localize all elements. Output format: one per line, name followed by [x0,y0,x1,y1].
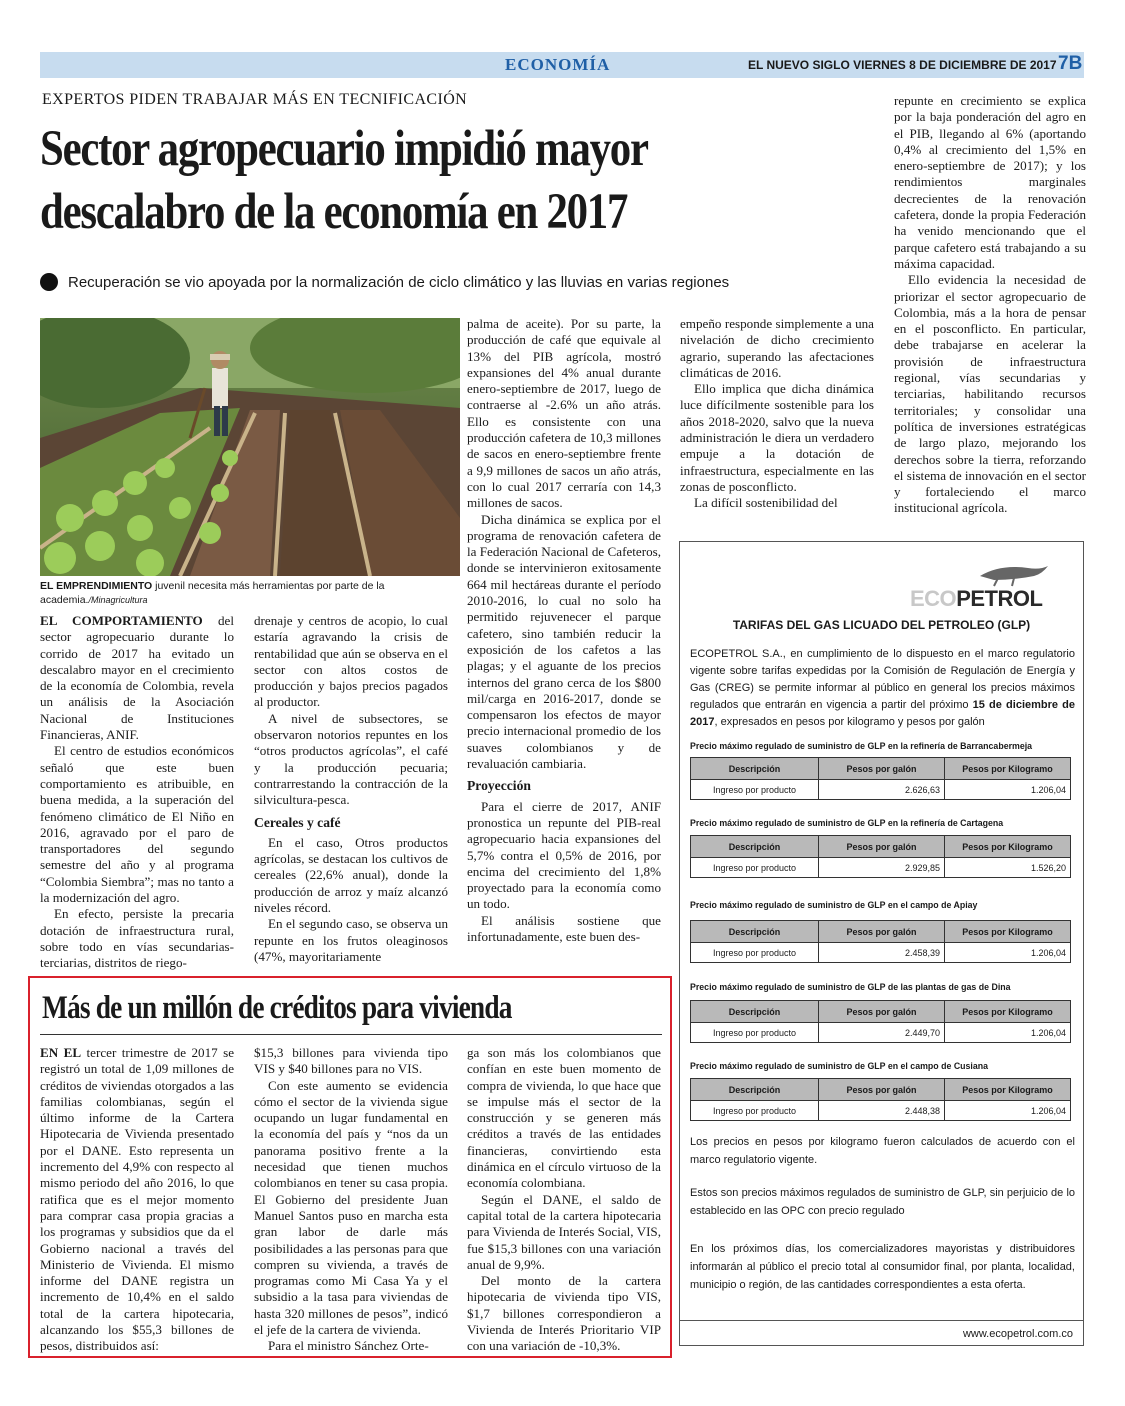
paragraph: $15,3 billones para vivienda tipo VIS y $40 billones para no VIS. [254,1045,448,1077]
subheading: Cereales y café [254,814,341,830]
column-header: Descripción [691,1079,819,1101]
paragraph: empeño responde simplemente a una nivelación de dicho crecimiento agrario, superando las afectaciones climáticas de 2016. [680,316,874,380]
intro-end: , expresados en pesos por kilogramo y pesos por galón [714,716,985,728]
row-label: Ingreso por producto [691,780,819,800]
price-section-title: Precio máximo regulado de suministro de GLP en el campo de Apiay [690,900,978,910]
headline-line-1: Sector agropecuario impidió mayor [40,121,648,177]
paragraph: Ello implica que dicha dinámica luce difícilmente sostenible para los años 2018-2020, salvo que la nueva administración le diera un verdadero empuje a la dotación de infraestructura, especialmente en las zonas de posconflicto. [680,381,874,494]
article-column-4 [680,316,874,512]
column-header: Pesos por galón [819,836,945,858]
ad-title: TARIFAS DEL GAS LICUADO DEL PETROLEO (GLP) [732,618,1031,632]
column-header: Pesos por Kilogramo [945,1079,1071,1101]
table-header-row [691,921,1071,943]
column-header: Pesos por Kilogramo [945,1001,1071,1023]
price-table [690,920,1071,963]
logo-wordmark [910,586,1042,612]
table-row [691,780,1071,800]
column-header: Pesos por galón [819,758,945,780]
intro-date: 15 de diciembre de 2017 [690,699,1076,728]
column-header: Descripción [691,758,819,780]
section-label: ECONOMÍA [505,55,611,74]
paragraph-text: tercer trimestre de 2017 se registró un total de 1,09 millones de créditos de viviendas otorgados a las familias colombianas, según el último informe de la Cartera Hipotecaria de Vivienda presentado por el DANE. Esto representa un incremento del 4,9% con respecto al mismo periodo del año 2016, lo que ratifica que es el mejor momento para comprar casa propia gracias a los programas y subsidios que da el Gobierno nacional a través del Ministerio de Vivienda. El mismo informe del DANE registra un incremento de 10,4% en el saldo total de la cartera hipotecaria, alcanzando los $55,3 billones de pesos, distribuidos así: [40,1045,235,1354]
box-column-2 [254,1045,448,1355]
ad-note: En los próximos días, los comercializadores mayoristas y distribuidores informarán al público el precio total al consumidor final, por planta, localidad, municipio o región, de las cantidades correspondientes a esta oferta. [690,1243,1075,1291]
box-title: Más de un millón de créditos para vivienda [42,990,512,1026]
column-header: Pesos por Kilogramo [945,921,1071,943]
column-header: Pesos por galón [819,1001,945,1023]
paragraph: La difícil sostenibilidad del [694,495,838,511]
paragraph: En el segundo caso, se observa un repunte en los frutos oleaginosos (47%, mayoritariamente [254,916,448,964]
subhead-text: Recuperación se vio apoyada por la normalización de ciclo climático y las lluvias en varias regiones [68,273,730,291]
bullet-icon [40,273,58,291]
paper-date: EL NUEVO SIGLO VIERNES 8 DE DICIEMBRE DE 2017 [748,58,1057,72]
lead-in: EN EL [40,1045,82,1060]
price-section-title: Precio máximo regulado de suministro de GLP de las plantas de gas de Dina [690,982,1011,992]
price-per-kilogram: 1.526,20 [945,858,1071,878]
paragraph: repunte en crecimiento se explica por la baja ponderación del agro en el PIB, llegando al 6% (aportando 0,4% al crecimiento del 1,5% en enero-septiembre de 2017); y los rendimientos marginales decrecientes de la renovación cafetera, donde la propia Federación ha venido mencionando que el parque cafetero está trabajando a su máxima capacidad. [894,93,1086,271]
row-label: Ingreso por producto [691,943,819,963]
caption-lead: EL EMPRENDIMIENTO [40,580,153,592]
price-per-kilogram: 1.206,04 [945,943,1071,963]
paragraph: Con este aumento se evidencia cómo el sector de la vivienda sigue ocupando un lugar fundamental en la economía del país y “nos da un panorama positivo frente a la necesidad que tienen muchos colombianos en tener su casa propia. El Gobierno del presidente Juan Manuel Santos puso en marcha esta gran labor de darle más posibilidades a las personas para que compren su vivienda, a través de programas como Mi Casa Ya y el subsidio a la tasa para viviendas de hasta 320 millones de pesos”, indicó el jefe de la cartera de vivienda. [254,1077,448,1338]
column-header: Descripción [691,1001,819,1023]
article-column-3 [467,316,661,945]
paragraph: Según el DANE, el saldo de capital total de la cartera hipotecaria para Vivienda de Interés Social, VIS, fue $15,3 billones con una variación anual de 9,9%. [467,1191,661,1272]
price-per-kilogram: 1.206,04 [945,1023,1071,1043]
table-header-row [691,836,1071,858]
price-section-title: Precio máximo regulado de suministro de GLP en la refinería de Cartagena [690,818,1004,828]
page-number: 7B [1058,53,1083,74]
ecopetrol-advertisement [679,541,1084,1346]
price-per-gallon: 2.449,70 [819,1023,945,1043]
table-row [691,943,1071,963]
subheading: Proyección [467,778,531,794]
paragraph: ga son más los colombianos que confían en este buen momento de compra de vivienda, lo que hace que se impulse más el sector de la construcción y se generen más créditos a través de las entidades financieras, convirtiendo esta dinámica en el círculo virtuoso de la economía colombiana. [467,1045,661,1191]
ad-note: Los precios en pesos por kilogramo fueron calculados de acuerdo con el marco regulatorio vigente. [690,1136,1075,1166]
price-table [690,1078,1071,1121]
ad-note: Estos son precios máximos regulados de suministro de GLP, sin perjuicio de lo establecido en las OPC con precio regulado [690,1187,1075,1217]
paragraph: El centro de estudios económicos señaló que este buen comportamiento es atribuible, en buena medida, a la superación del fenómeno climático de El Niño en 2016, agravado por el paro de transportadores del segundo semestre del año y al programa “Colombia Siembra”; mas no tanto a la modernización del agro. [40,743,234,906]
article-column-1 [40,613,234,972]
article-column-5 [894,93,1086,517]
logo-petrol: PETROL [956,586,1043,611]
price-per-kilogram: 1.206,04 [945,780,1071,800]
article-subhead [40,273,875,291]
price-table [690,757,1071,800]
price-section-title: Precio máximo regulado de suministro de GLP en la refinería de Barrancabermeja [690,741,1033,751]
paragraph [40,613,234,743]
ad-intro [690,646,1075,731]
article-headline [40,118,754,244]
row-label: Ingreso por producto [691,858,819,878]
column-header: Pesos por Kilogramo [945,836,1071,858]
column-header: Descripción [691,836,819,858]
lead-in: EL COMPORTAMIENTO [40,613,203,628]
article-photo [40,318,460,576]
column-header: Pesos por Kilogramo [945,758,1071,780]
photo-caption [40,579,460,607]
paragraph: Del monto de la cartera hipotecaria de vivienda tipo VIS, $1,7 billones correspondieron a Vivienda de Interés Prioritario VIP con una variación de -10,3%. [467,1273,661,1354]
paragraph: Para el ministro Sánchez Orte- [268,1338,429,1354]
column-header: Pesos por galón [819,921,945,943]
paragraph: En efecto, persiste la precaria dotación de infraestructura rural, sobre todo en vías secundarias-terciarias, distritos de riego- [40,906,234,971]
caption-text: juvenil necesita más herramientas por parte de la academia. [40,580,385,606]
article-column-2 [254,613,448,965]
price-per-gallon: 2.929,85 [819,858,945,878]
paragraph: Ello evidencia la necesidad de priorizar el sector agropecuario de Colombia, más a la hora de pensar en el posconflicto. En particular, debe trabajarse en acelerar la provisión de infraestructura regional, vías secundarias y terciarias, habilitando recursos territoriales; y consolidar una política de inversiones estratégicas de largo plazo, mejorando los derechos sobre la tierra, reforzando el sistema de innovación en el sector y fortaleciendo el marco institucional agrícola. [894,272,1086,516]
row-label: Ingreso por producto [691,1101,819,1121]
price-table [690,1000,1071,1043]
price-per-gallon: 2.458,39 [819,943,945,963]
intro-text: ECOPETROL S.A., en cumplimiento de lo dispuesto en el marco regulatorio vigente sobre tarifas expedidas por la Comisión de Regulación de Energía y Gas (CREG) se permite informar al público en general los precios máximos regulados que entrarán en vigencia a partir del próximo [690,648,1075,711]
table-row [691,1023,1071,1043]
table-row [691,858,1071,878]
box-column-3 [467,1045,661,1355]
table-row [691,1101,1071,1121]
paragraph: palma de aceite). Por su parte, la producción de café que equivale al 13% del PIB agrícola, mostró expansiones del 4% anual durante enero-septiembre de 2017, luego de contraerse al -2.6% un año atrás. Ello es consistente con una producción cafetera de 10,3 millones de sacos en enero-septiembre frente a 9,9 millones de sacos un año atrás, con lo cual 2017 cerraría con 14,3 millones de sacos. [467,316,661,511]
price-per-gallon: 2.626,63 [819,780,945,800]
paragraph-text: del sector agropecuario durante lo corrido de 2017 ha evitado un descalabro mayor en el crecimiento de la economía de Colombia, revela un análisis de la Asociación Nacional de Instituciones Financieras, ANIF. [40,613,234,743]
article-kicker: EXPERTOS PIDEN TRABAJAR MÁS EN TECNIFICACIÓN [42,91,468,108]
paragraph: A nivel de subsectores, se observaron notorios repuntes en los “otros productos agrícolas”, el café y la producción pecuaria; contrarrestando la contracción de la silvicultura-pesca. [254,710,448,808]
paragraph [40,1045,234,1355]
table-header-row [691,758,1071,780]
ecopetrol-logo [910,562,1075,612]
paragraph: En el caso, Otros productos agrícolas, se destacan los cultivos de cereales (22,6% anual), donde la producción de arroz y maíz alcanzó niveles récord. [254,834,448,916]
ad-website-link[interactable]: www.ecopetrol.com.co [680,1320,1083,1346]
paragraph: Para el cierre de 2017, ANIF pronostica un repunte del PIB-real agropecuario hacia expansiones del 5,7% contra el 0,5% de 2016, por encima del crecimiento del 1,8% proyectado para la economía como un todo. [467,798,661,912]
price-table [690,835,1071,878]
price-per-gallon: 2.448,38 [819,1101,945,1121]
price-per-kilogram: 1.206,04 [945,1101,1071,1121]
box-divider [40,1034,662,1035]
column-header: Pesos por galón [819,1079,945,1101]
table-header-row [691,1001,1071,1023]
headline-line-2: descalabro de la economía en 2017 [40,184,628,240]
photo-credit: /Minagricultura [88,595,148,605]
column-header: Descripción [691,921,819,943]
paragraph: drenaje y centros de acopio, lo cual estaría agravando la crisis de rentabilidad que aún se observa en el sector con altos costos de producción y bajos precios pagados al productor. [254,613,448,710]
box-column-1 [40,1045,234,1355]
paragraph: El análisis sostiene que infortunadamente, este buen des- [467,912,661,944]
row-label: Ingreso por producto [691,1023,819,1043]
farm-photo-illustration [40,318,460,576]
paragraph: Dicha dinámica se explica por el programa de renovación cafetera de la Federación Nacional de Cafeteros, donde se intervinieron exitosamente 664 mil hectáreas durante el período 2010-2016, lo cual no solo ha permitido rejuvenecer el parque cafetero, sino también reducir la exposición de los cafetos a las plagas; y el aguante de los precios internos del grano cerca de los $800 mil/carga en 2016-2017, donde se compensaron los efectos de mayor precio internacional promedio de los suaves colombianos y de revaluación cambiaria. [467,511,661,772]
logo-eco: ECO [910,586,957,611]
price-section-title: Precio máximo regulado de suministro de GLP en el campo de Cusiana [690,1061,989,1071]
table-header-row [691,1079,1071,1101]
